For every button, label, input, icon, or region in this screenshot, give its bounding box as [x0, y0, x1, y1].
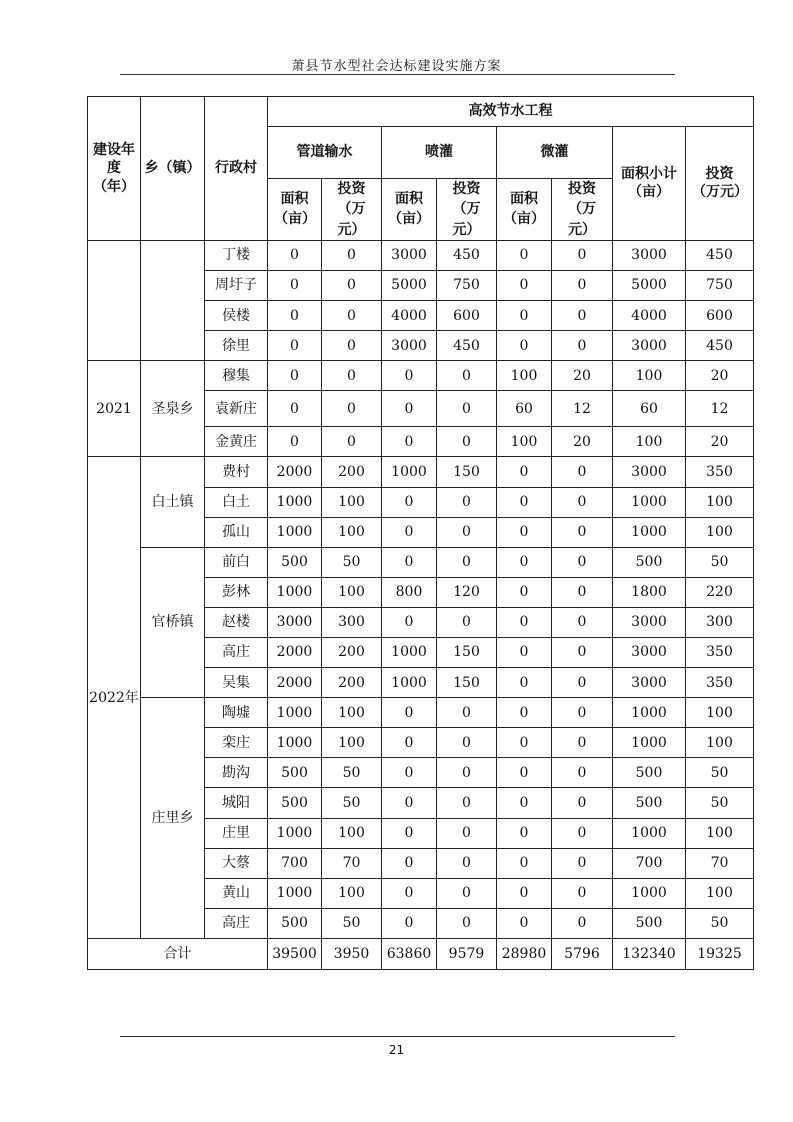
village-cell: 徐里 — [205, 331, 268, 361]
total-cell: 39500 — [268, 938, 322, 969]
value-cell: 100 — [322, 698, 382, 728]
value-cell: 1000 — [613, 698, 686, 728]
value-cell: 1800 — [613, 577, 686, 607]
value-cell: 100 — [497, 427, 552, 457]
value-cell: 0 — [552, 607, 613, 637]
value-cell: 450 — [686, 331, 754, 361]
value-cell: 0 — [497, 487, 552, 517]
village-cell: 费村 — [205, 457, 268, 487]
value-cell: 0 — [382, 391, 437, 427]
village-cell: 大蔡 — [205, 848, 268, 878]
total-cell: 9579 — [437, 938, 497, 969]
value-cell: 0 — [497, 270, 552, 300]
value-cell: 70 — [686, 848, 754, 878]
village-cell: 庄里 — [205, 818, 268, 848]
header-sprinkler: 喷灌 — [382, 127, 497, 179]
value-cell: 0 — [497, 240, 552, 270]
value-cell: 100 — [322, 487, 382, 517]
value-cell: 0 — [437, 517, 497, 547]
value-cell: 0 — [552, 301, 613, 331]
value-cell: 50 — [322, 908, 382, 938]
village-cell: 城阳 — [205, 788, 268, 818]
value-cell: 0 — [437, 361, 497, 391]
value-cell: 0 — [552, 668, 613, 698]
value-cell: 0 — [382, 487, 437, 517]
value-cell: 0 — [552, 577, 613, 607]
value-cell: 0 — [437, 758, 497, 788]
value-cell: 3000 — [613, 668, 686, 698]
value-cell: 3000 — [268, 607, 322, 637]
value-cell: 100 — [497, 361, 552, 391]
header-sprinkler-area: 面积（亩） — [382, 179, 437, 241]
value-cell: 1000 — [268, 698, 322, 728]
value-cell: 0 — [268, 391, 322, 427]
total-cell: 132340 — [613, 938, 686, 969]
value-cell: 3000 — [613, 240, 686, 270]
village-cell: 前白 — [205, 547, 268, 577]
value-cell: 0 — [437, 908, 497, 938]
header-rule — [120, 74, 675, 75]
value-cell: 100 — [686, 698, 754, 728]
value-cell: 500 — [613, 547, 686, 577]
table-header — [88, 97, 754, 241]
value-cell: 0 — [437, 487, 497, 517]
value-cell: 0 — [437, 848, 497, 878]
value-cell: 0 — [268, 361, 322, 391]
page-header-title: 萧县节水型社会达标建设实施方案 — [291, 59, 502, 74]
value-cell: 0 — [497, 848, 552, 878]
value-cell: 0 — [497, 728, 552, 758]
footer-rule — [120, 1036, 675, 1037]
value-cell: 500 — [268, 758, 322, 788]
value-cell: 0 — [497, 517, 552, 547]
value-cell: 0 — [437, 547, 497, 577]
value-cell: 120 — [437, 577, 497, 607]
value-cell: 0 — [382, 698, 437, 728]
value-cell: 20 — [552, 361, 613, 391]
value-cell: 0 — [497, 547, 552, 577]
value-cell: 1000 — [613, 728, 686, 758]
page-number: 21 — [388, 1043, 405, 1057]
village-cell: 赵楼 — [205, 607, 268, 637]
value-cell: 0 — [268, 301, 322, 331]
total-cell: 5796 — [552, 938, 613, 969]
header-micro-invest: 投资（万元） — [552, 179, 613, 241]
village-cell: 彭林 — [205, 577, 268, 607]
value-cell: 0 — [382, 818, 437, 848]
value-cell: 2000 — [268, 638, 322, 668]
value-cell: 500 — [268, 908, 322, 938]
value-cell: 0 — [552, 848, 613, 878]
year-cell — [88, 240, 141, 360]
value-cell: 0 — [322, 427, 382, 457]
value-cell: 500 — [613, 908, 686, 938]
value-cell: 500 — [613, 788, 686, 818]
value-cell: 100 — [322, 517, 382, 547]
header-village: 行政村 — [205, 97, 268, 241]
header-area-subtotal: 面积小计（亩） — [613, 127, 686, 241]
value-cell: 300 — [322, 607, 382, 637]
value-cell: 0 — [497, 878, 552, 908]
value-cell: 0 — [552, 240, 613, 270]
village-cell: 孤山 — [205, 517, 268, 547]
value-cell: 100 — [686, 517, 754, 547]
value-cell: 3000 — [382, 331, 437, 361]
value-cell: 3000 — [382, 240, 437, 270]
village-cell: 周圩子 — [205, 270, 268, 300]
value-cell: 100 — [322, 818, 382, 848]
value-cell: 350 — [686, 668, 754, 698]
value-cell: 100 — [322, 728, 382, 758]
township-cell: 白土镇 — [141, 457, 205, 547]
value-cell: 20 — [686, 427, 754, 457]
value-cell: 0 — [552, 908, 613, 938]
value-cell: 0 — [382, 848, 437, 878]
value-cell: 60 — [613, 391, 686, 427]
value-cell: 0 — [552, 698, 613, 728]
value-cell: 0 — [552, 758, 613, 788]
value-cell: 200 — [322, 638, 382, 668]
value-cell: 220 — [686, 577, 754, 607]
township-cell: 圣泉乡 — [141, 361, 205, 457]
value-cell: 1000 — [613, 818, 686, 848]
value-cell: 0 — [552, 728, 613, 758]
township-cell: 官桥镇 — [141, 547, 205, 697]
value-cell: 0 — [382, 517, 437, 547]
value-cell: 0 — [382, 758, 437, 788]
village-cell: 黄山 — [205, 878, 268, 908]
value-cell: 12 — [686, 391, 754, 427]
village-cell: 丁楼 — [205, 240, 268, 270]
value-cell: 350 — [686, 457, 754, 487]
value-cell: 0 — [322, 331, 382, 361]
value-cell: 0 — [382, 427, 437, 457]
value-cell: 0 — [382, 728, 437, 758]
value-cell: 700 — [613, 848, 686, 878]
value-cell: 0 — [382, 607, 437, 637]
value-cell: 150 — [437, 457, 497, 487]
value-cell: 0 — [322, 361, 382, 391]
water-saving-projects-table — [87, 96, 754, 970]
value-cell: 50 — [686, 788, 754, 818]
village-cell: 金黄庄 — [205, 427, 268, 457]
village-cell: 陶墟 — [205, 698, 268, 728]
value-cell: 4000 — [613, 301, 686, 331]
value-cell: 1000 — [382, 457, 437, 487]
value-cell: 450 — [437, 240, 497, 270]
value-cell: 1000 — [268, 577, 322, 607]
header-pipeline-invest: 投资（万元） — [322, 179, 382, 241]
value-cell: 0 — [322, 240, 382, 270]
value-cell: 100 — [686, 487, 754, 517]
value-cell: 1000 — [382, 668, 437, 698]
value-cell: 0 — [497, 607, 552, 637]
village-cell: 穆集 — [205, 361, 268, 391]
value-cell: 500 — [268, 788, 322, 818]
value-cell: 50 — [322, 788, 382, 818]
total-cell: 63860 — [382, 938, 437, 969]
value-cell: 0 — [497, 698, 552, 728]
value-cell: 3000 — [613, 607, 686, 637]
value-cell: 0 — [497, 638, 552, 668]
value-cell: 150 — [437, 638, 497, 668]
value-cell: 2000 — [268, 668, 322, 698]
village-cell: 栾庄 — [205, 728, 268, 758]
total-label: 合计 — [88, 938, 268, 969]
value-cell: 1000 — [268, 818, 322, 848]
value-cell: 600 — [686, 301, 754, 331]
value-cell: 0 — [437, 878, 497, 908]
value-cell: 50 — [686, 758, 754, 788]
value-cell: 0 — [497, 758, 552, 788]
value-cell: 0 — [552, 638, 613, 668]
value-cell: 0 — [382, 908, 437, 938]
total-cell: 3950 — [322, 938, 382, 969]
village-cell: 高庄 — [205, 908, 268, 938]
table-row — [88, 457, 754, 487]
value-cell: 0 — [437, 818, 497, 848]
table-row — [88, 240, 754, 270]
value-cell: 0 — [497, 818, 552, 848]
township-cell — [141, 240, 205, 360]
value-cell: 0 — [268, 427, 322, 457]
value-cell: 0 — [437, 427, 497, 457]
value-cell: 0 — [437, 698, 497, 728]
value-cell: 100 — [322, 878, 382, 908]
value-cell: 1000 — [268, 517, 322, 547]
township-cell: 庄里乡 — [141, 698, 205, 939]
table-row — [88, 547, 754, 577]
value-cell: 100 — [613, 427, 686, 457]
value-cell: 5000 — [382, 270, 437, 300]
value-cell: 1000 — [268, 487, 322, 517]
value-cell: 0 — [322, 270, 382, 300]
value-cell: 0 — [497, 788, 552, 818]
value-cell: 0 — [497, 908, 552, 938]
value-cell: 100 — [322, 577, 382, 607]
value-cell: 0 — [322, 391, 382, 427]
value-cell: 100 — [686, 818, 754, 848]
village-cell: 白土 — [205, 487, 268, 517]
value-cell: 70 — [322, 848, 382, 878]
value-cell: 500 — [268, 547, 322, 577]
value-cell: 50 — [686, 547, 754, 577]
value-cell: 0 — [552, 457, 613, 487]
total-cell: 28980 — [497, 938, 552, 969]
value-cell: 12 — [552, 391, 613, 427]
value-cell: 0 — [382, 361, 437, 391]
value-cell: 1000 — [382, 638, 437, 668]
value-cell: 750 — [686, 270, 754, 300]
value-cell: 1000 — [268, 878, 322, 908]
value-cell: 3000 — [613, 331, 686, 361]
village-cell: 高庄 — [205, 638, 268, 668]
value-cell: 150 — [437, 668, 497, 698]
value-cell: 0 — [268, 331, 322, 361]
value-cell: 0 — [497, 301, 552, 331]
value-cell: 20 — [686, 361, 754, 391]
value-cell: 0 — [437, 391, 497, 427]
header-micro: 微灌 — [497, 127, 613, 179]
value-cell: 700 — [268, 848, 322, 878]
header-investment: 投资（万元） — [686, 127, 754, 241]
value-cell: 1000 — [613, 878, 686, 908]
value-cell: 350 — [686, 638, 754, 668]
header-township: 乡（镇） — [141, 97, 205, 241]
total-cell: 19325 — [686, 938, 754, 969]
value-cell: 0 — [552, 547, 613, 577]
value-cell: 1000 — [613, 517, 686, 547]
value-cell: 50 — [322, 758, 382, 788]
village-cell: 侯楼 — [205, 301, 268, 331]
village-cell: 吴集 — [205, 668, 268, 698]
value-cell: 60 — [497, 391, 552, 427]
table-row — [88, 361, 754, 391]
header-pipeline: 管道输水 — [268, 127, 382, 179]
value-cell: 0 — [552, 788, 613, 818]
year-cell: 2021 — [88, 361, 141, 457]
value-cell: 0 — [497, 668, 552, 698]
value-cell: 1000 — [613, 487, 686, 517]
village-cell: 袁新庄 — [205, 391, 268, 427]
value-cell: 800 — [382, 577, 437, 607]
value-cell: 0 — [552, 517, 613, 547]
value-cell: 0 — [497, 331, 552, 361]
value-cell: 0 — [437, 788, 497, 818]
header-year: 建设年度（年） — [88, 97, 141, 241]
header-sprinkler-invest: 投资（万元） — [437, 179, 497, 241]
value-cell: 0 — [268, 240, 322, 270]
value-cell: 450 — [686, 240, 754, 270]
value-cell: 4000 — [382, 301, 437, 331]
value-cell: 2000 — [268, 457, 322, 487]
value-cell: 200 — [322, 668, 382, 698]
value-cell: 0 — [552, 818, 613, 848]
value-cell: 0 — [437, 728, 497, 758]
table-footer — [88, 938, 754, 969]
value-cell: 5000 — [613, 270, 686, 300]
value-cell: 0 — [322, 301, 382, 331]
header-micro-area: 面积（亩） — [497, 179, 552, 241]
value-cell: 0 — [552, 878, 613, 908]
value-cell: 50 — [686, 908, 754, 938]
value-cell: 3000 — [613, 457, 686, 487]
table-row — [88, 698, 754, 728]
value-cell: 0 — [382, 788, 437, 818]
value-cell: 0 — [437, 607, 497, 637]
value-cell: 1000 — [268, 728, 322, 758]
value-cell: 20 — [552, 427, 613, 457]
total-row — [88, 938, 754, 969]
value-cell: 450 — [437, 331, 497, 361]
value-cell: 0 — [382, 878, 437, 908]
value-cell: 100 — [686, 728, 754, 758]
value-cell: 500 — [613, 758, 686, 788]
value-cell: 0 — [497, 577, 552, 607]
table-body — [88, 240, 754, 938]
header-group-title: 高效节水工程 — [268, 97, 754, 127]
value-cell: 100 — [686, 878, 754, 908]
value-cell: 0 — [552, 331, 613, 361]
value-cell: 0 — [552, 487, 613, 517]
value-cell: 200 — [322, 457, 382, 487]
value-cell: 0 — [382, 547, 437, 577]
value-cell: 3000 — [613, 638, 686, 668]
value-cell: 100 — [613, 361, 686, 391]
header-pipeline-area: 面积（亩） — [268, 179, 322, 241]
value-cell: 300 — [686, 607, 754, 637]
value-cell: 0 — [268, 270, 322, 300]
value-cell: 0 — [552, 270, 613, 300]
village-cell: 勘沟 — [205, 758, 268, 788]
value-cell: 0 — [497, 457, 552, 487]
value-cell: 600 — [437, 301, 497, 331]
value-cell: 50 — [322, 547, 382, 577]
value-cell: 750 — [437, 270, 497, 300]
year-cell: 2022年 — [88, 457, 141, 939]
